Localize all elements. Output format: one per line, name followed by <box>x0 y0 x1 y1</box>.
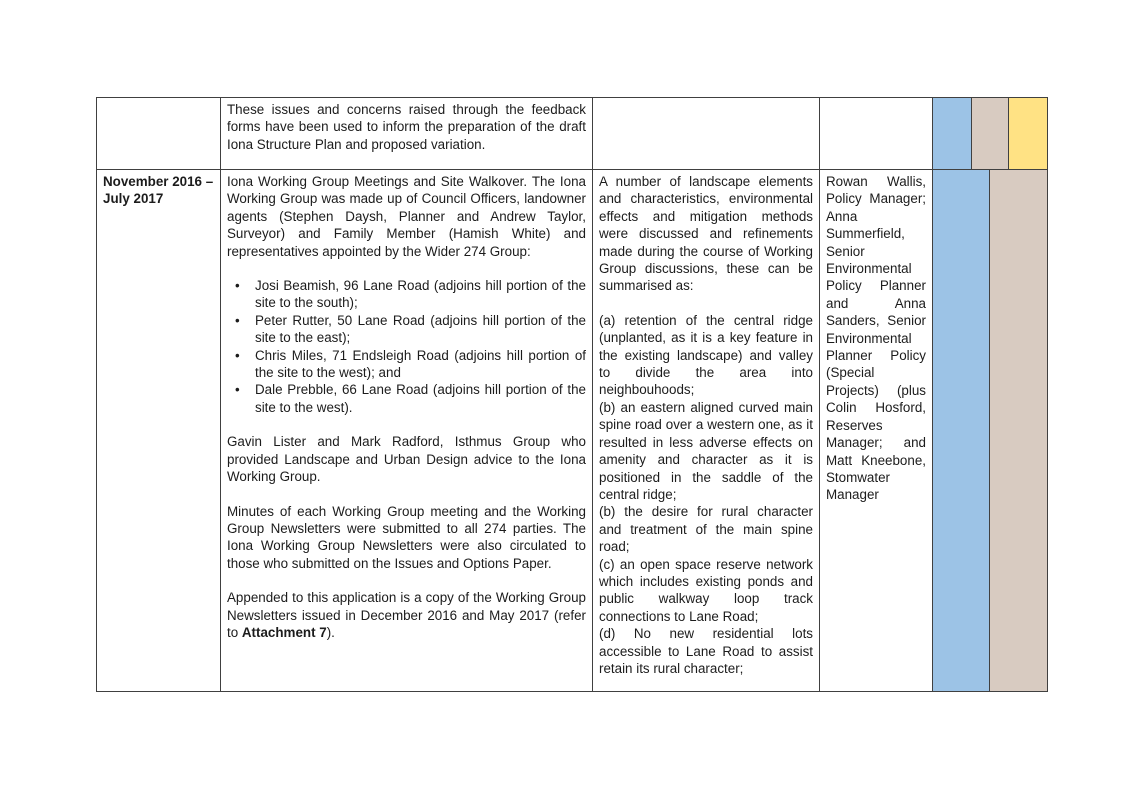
status-swatch-yellow <box>1009 98 1048 170</box>
list-item-text: Dale Prebble, 66 Lane Road (adjoins hill portion of the site to the west). <box>255 382 586 415</box>
list-item <box>227 312 586 347</box>
status-swatch-blue <box>933 170 990 692</box>
outcome-item: (b) the desire for rural character and treatment of the main spine road; <box>599 504 813 555</box>
outcome-item: (b) an eastern aligned curved main spine road over a western one, as it resulted in less adverse effects on amenity and character as it is positioned in the saddle of the central ridge; <box>599 399 813 502</box>
date-range: November 2016 – July 2017 <box>103 174 214 207</box>
list-item <box>227 381 586 416</box>
description-cell <box>221 98 593 170</box>
list-item-text: Peter Rutter, 50 Lane Road (adjoins hill portion of the site to the east); <box>255 312 586 346</box>
list-item-text: Josi Beamish, 96 Lane Road (adjoins hill portion of the site to the south); <box>255 278 586 311</box>
paragraph: Iona Working Group Meetings and Site Walkover. The Iona Working Group was made up of Council Officers, landowner agents (Stephen Daysh, Planner and Andrew Taylor, Surveyor) and Family Member (Hamish White) and representatives appointed by the Wider 274 Group: <box>227 174 586 259</box>
bullet-icon: • <box>235 312 240 328</box>
status-swatch-tan <box>972 98 1009 170</box>
paragraph: A number of landscape elements and characteristics, environmental effects and mitigation methods were discussed and refinements made during the course of Working Group discussions, these can be summarised as: <box>599 174 813 294</box>
bullet-icon: • <box>235 382 240 398</box>
list-item <box>227 347 586 382</box>
consultation-table <box>96 97 1048 692</box>
staff-cell <box>820 98 933 170</box>
table-row <box>97 98 1048 170</box>
paragraph-text: Appended to this application is a copy of the Working Group Newsletters issued in December 2016 and May 2017 (refer to <box>227 590 586 640</box>
staff-names: Rowan Wallis, Policy Manager; Anna Summerfield, Senior Environmental Policy Planner and Anna Sanders, Senior Environmental Planner Policy (Special Projects) (plus Colin Hosford, Reserves Manager; and Matt Kneebone, Stomwater Manager <box>826 174 926 503</box>
paragraph-text: ). <box>326 624 335 640</box>
paragraph: Minutes of each Working Group meeting and the Working Group Newsletters were submitted to all 274 parties. The Iona Working Group Newsletters were also circulated to those who submitted on the Issues and Options Paper. <box>227 503 586 571</box>
outcome-item: (d) No new residential lots accessible to Lane Road to assist retain its rural character; <box>599 626 813 676</box>
date-cell <box>97 170 221 692</box>
outcome-cell <box>593 98 820 170</box>
outcome-cell <box>593 170 820 692</box>
paragraph: These issues and concerns raised through the feedback forms have been used to inform the preparation of the draft Iona Structure Plan and proposed variation. <box>227 102 586 152</box>
bullet-list <box>227 277 586 416</box>
bullet-icon: • <box>235 278 240 294</box>
status-swatch-tan <box>990 170 1048 692</box>
status-swatch-blue <box>933 98 972 170</box>
table-row <box>97 170 1048 692</box>
attachment-reference: Attachment 7 <box>241 624 327 640</box>
bullet-icon: • <box>235 347 240 363</box>
date-cell <box>97 98 221 170</box>
outcome-item: (a) retention of the central ridge (unplanted, as it is a key feature in the existing landscape) and valley to divide the area into neighbouhoods; <box>599 312 813 398</box>
staff-cell <box>820 170 933 692</box>
description-cell <box>221 170 593 692</box>
list-item <box>227 277 586 312</box>
list-item-text: Chris Miles, 71 Endsleigh Road (adjoins hill portion of the site to the west); and <box>255 347 586 381</box>
paragraph <box>227 589 586 641</box>
paragraph: Gavin Lister and Mark Radford, Isthmus Group who provided Landscape and Urban Design advice to the Iona Working Group. <box>227 434 586 485</box>
outcome-item: (c) an open space reserve network which includes existing ponds and public walkway loop track connections to Lane Road; <box>599 556 813 624</box>
